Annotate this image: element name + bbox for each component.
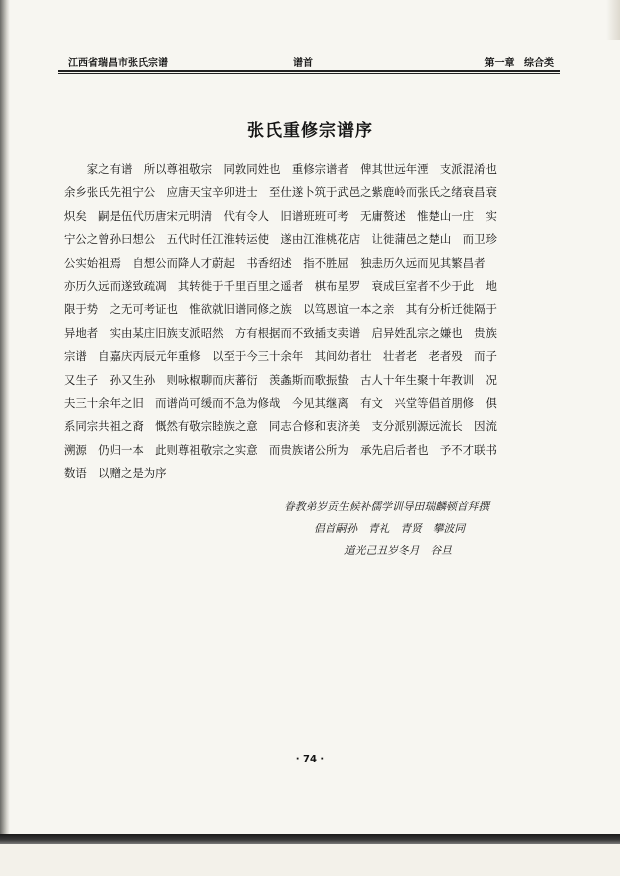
author-line: 眷教弟岁贡生候补儒学训导田瑞麟顿首拜撰 — [284, 500, 490, 513]
body-line: 系同宗共祖之裔 慨然有敬宗睦族之意 同志合修和衷济美 支分派别源远流长 因流 — [64, 419, 497, 434]
header-chapter: 第一章 综合类 — [484, 58, 554, 69]
body-line: 限于势 之无可考证也 惟欲就旧谱同修之族 以笃恩谊一本之亲 其有分析迁徙隔于 — [64, 302, 497, 317]
header-rule — [58, 70, 560, 74]
scan-corner-shade — [606, 0, 620, 40]
date-line: 道光己丑岁冬月 谷旦 — [344, 544, 452, 557]
scan-bottom-margin — [0, 844, 620, 876]
sponsors-line: 倡首嗣孙 青礼 青贤 攀波同 — [314, 522, 466, 535]
signature-block — [270, 496, 570, 562]
preface-title: 张氏重修宗谱序 — [247, 121, 373, 141]
body-line: 余乡张氏先祖宁公 应唐天宝辛卯进士 至仕遂卜筑于武邑之紫鹿岭而张氏之绪衰昌衰 — [64, 185, 497, 200]
header-book-title: 江西省瑞昌市张氏宗谱 — [68, 58, 168, 69]
body-line: 家之有谱 所以尊祖敬宗 同敦同姓也 重修宗谱者 俾其世远年湮 支派混淆也 — [64, 162, 497, 176]
body-line: 夫三十余年之旧 而谱尚可缓而不急为修哉 今见其继离 有文 兴堂等倡首朋修 俱 — [64, 395, 497, 410]
scan-bottom-band — [0, 834, 620, 844]
body-line: 又生子 孙又生孙 则咏椒聊而庆蕃衍 羡螽斯而歌振蛰 古人十年生聚十年教训 况 — [64, 372, 497, 387]
running-header — [58, 54, 558, 68]
page-number: · 74 · — [295, 754, 325, 765]
body-line: 溯源 仍归一本 此则尊祖敬宗之实意 而贵族诸公所为 承先启后者也 予不才联书 — [64, 442, 497, 457]
body-line: 宗谱 自嘉庆丙辰元年重修 以至于今三十余年 其间幼者壮 壮者老 老者殁 而子 — [64, 349, 497, 364]
body-line: 数语 以赠之是为序 — [64, 466, 167, 481]
body-line: 公实始祖焉 自想公而降人才蔚起 书香绍述 指不胜屈 独恚历久远而见其繁昌者 — [64, 255, 486, 270]
body-line: 亦历久远而遂致疏凋 其转徙于千里百里之遥者 棋布星罗 衰成巨室者不少于此 地 — [64, 278, 497, 293]
header-section: 谱首 — [293, 58, 313, 69]
body-line: 异地者 实由某庄旧族支派昭然 方有根据而不致插支卖谱 启异姓乱宗之嫌也 贵族 — [64, 325, 497, 340]
body-line: 炽矣 嗣是伍代历唐宋元明清 代有令人 旧谱班班可考 无庸赘述 惟楚山一庄 实 — [64, 208, 497, 223]
body-line: 宁公之曾孙曰想公 五代时任江淮转运使 遂由江淮桃花店 让徙蒲邑之楚山 而卫珍 — [64, 232, 497, 247]
preface-body — [64, 158, 562, 485]
